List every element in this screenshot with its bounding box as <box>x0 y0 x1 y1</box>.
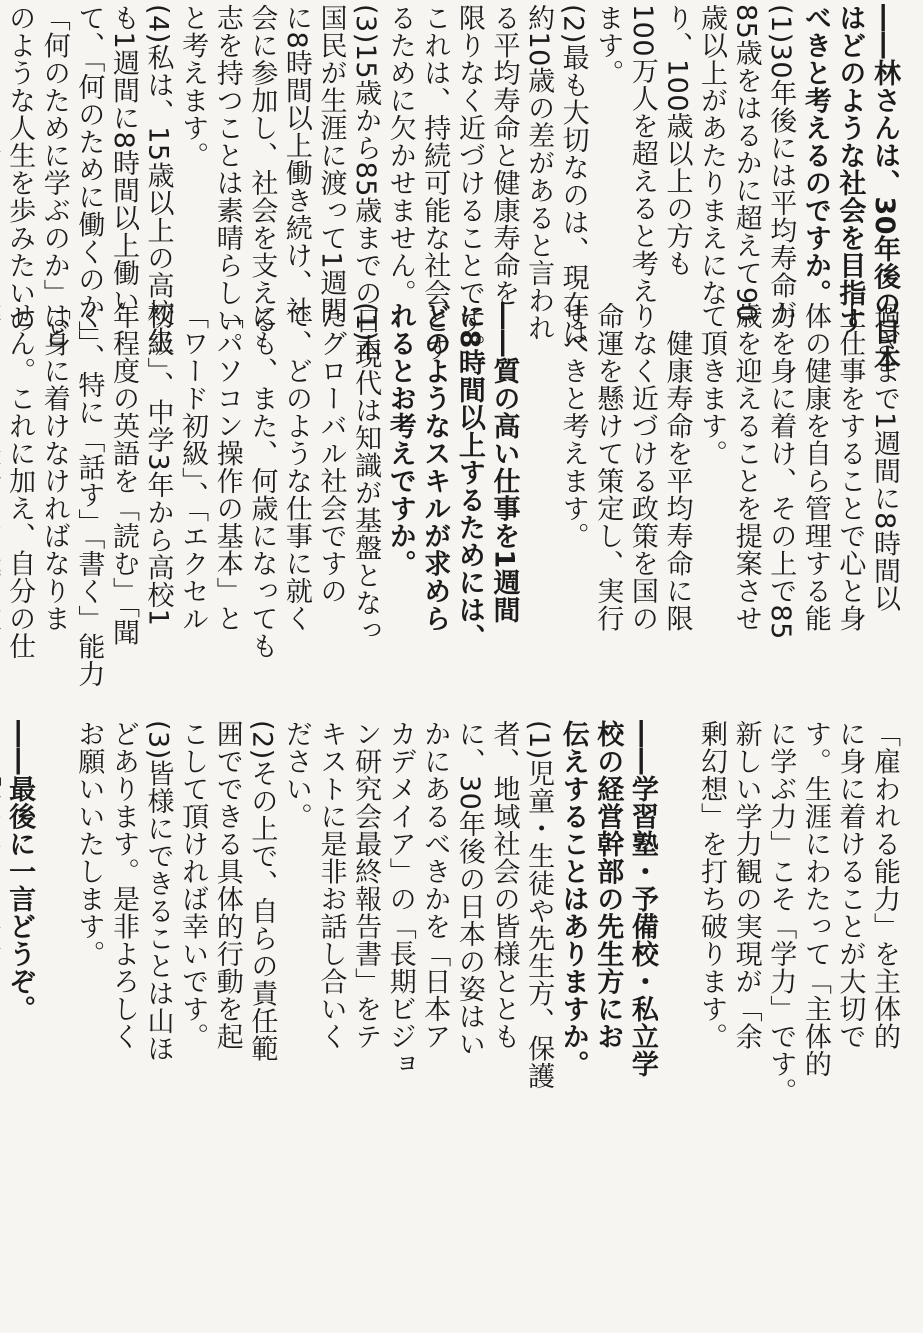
body-text-line: こして頂ければ幸いです。 <box>177 720 209 1050</box>
body-text-line: 過ぎまで1週間に8時間以 <box>869 302 900 613</box>
body-text-line: に8時間以上働き続け、社 <box>280 4 312 325</box>
body-text-line: 限りなく近づけることです。 <box>453 4 485 362</box>
body-text-line: ださい。 <box>280 720 312 830</box>
body-text-line: 上仕事をすることで心と身 <box>834 302 866 632</box>
body-text-line: ン研究会最終報告書」をテ <box>350 720 382 1050</box>
body-text-line: すべきと考えます。 <box>557 302 589 550</box>
body-text-line: 国民が生涯に渡って1週間 <box>315 4 347 325</box>
question-heading-line: れるとお考えですか。 <box>384 302 416 577</box>
body-text-line: 「雇われる能力」を主体的 <box>869 720 900 1050</box>
question-heading-line: ――最後に一言どうぞ。 <box>4 720 36 1023</box>
body-text-line: にも、また、何歳になっても <box>246 302 278 660</box>
body-text-line: (1)現代は知識が基盤となっ <box>350 302 382 645</box>
body-text-line: ます。 <box>592 4 624 87</box>
body-text-line: (2)最も大切なのは、現在は <box>557 4 589 347</box>
body-text-line <box>520 302 555 704</box>
body-text-line: 剰幻想」を打ち破ります。 <box>696 720 728 1050</box>
body-text-line: (4)私は、15歳以上の高校生 <box>142 4 174 355</box>
body-text-line: (3)皆様にできることは山ほ <box>142 720 174 1063</box>
body-text-line: も1週間に8時間以上働い <box>107 4 139 315</box>
question-heading-line: ――林さんは、30年後の日本 <box>869 4 900 373</box>
question-heading-line: ――質の高い仕事を1週間 <box>488 302 520 624</box>
body-text-line: に身に着けることが大切で <box>834 720 866 1050</box>
body-text-line: 「ワード初級」、「エクセル <box>177 302 209 633</box>
body-text-line: たグローバル社会ですの <box>315 302 347 605</box>
body-text-line: で、どのような仕事に就く <box>280 302 312 632</box>
question-heading-line: に8時間以上するためには、 <box>453 302 485 652</box>
body-text-line: に、30年後の日本の姿はい <box>453 720 485 1058</box>
question-heading-line: ――学習塾・予備校・私立学 <box>626 720 658 1078</box>
question-heading-line: 校の経営幹部の先生方にお <box>592 720 624 1050</box>
body-text-line: り、100歳以上の方も <box>661 4 693 278</box>
body-text-line: る平均寿命と健康寿命を <box>488 4 520 307</box>
body-text-line: 100万人を超えると考え <box>626 4 658 305</box>
body-text-line <box>0 4 2 286</box>
bottom-tier-text <box>0 720 901 1328</box>
body-text-line: かにあるべきかを「日本ア <box>419 720 451 1050</box>
body-text-line: (2)その上で、自らの責任範 <box>246 720 278 1063</box>
body-text-line: 体の健康を自ら管理する能 <box>799 302 831 632</box>
body-text-line: (1)児童・生徒や先生方、保護 <box>523 720 555 1090</box>
middle-tier-text <box>0 302 901 704</box>
body-text-line: これは、持続可能な社会とす <box>419 4 451 362</box>
body-text-line: りなく近づける政策を国の <box>626 302 658 632</box>
body-text-line: 者、地域社会の皆様ととも <box>488 720 520 1050</box>
body-text-line: (3)15歳から85歳までの日本 <box>350 4 382 362</box>
body-text-line: お願いいたします。 <box>73 720 105 968</box>
body-text-line <box>36 720 71 1328</box>
body-text-line: 命運を懸けて策定し、実行 <box>592 302 624 632</box>
body-text-line: 「何のために学ぶのか」「ど <box>38 4 70 348</box>
body-text-line: 「パソコン操作の基本」と <box>211 302 243 632</box>
question-heading-line: はどのような社会を目指す <box>834 4 866 334</box>
question-heading-line: どのようなスキルが求めら <box>419 302 451 632</box>
body-text-line: カデメイア」の「長期ビジョ <box>384 720 416 1078</box>
body-text-line: 歳を迎えることを提案させ <box>730 302 762 632</box>
body-text-line: どあります。是非よろしく <box>107 720 139 1050</box>
body-text-line: に学ぶ力」こそ「学力」です。 <box>765 720 797 1105</box>
body-text-line: て頂きます。 <box>696 302 728 467</box>
body-text-line: く」、特に「話す」「書く」能力 <box>73 302 105 688</box>
top-tier <box>0 4 923 373</box>
body-text-line: 囲でできる具体的行動を起 <box>211 720 243 1050</box>
body-text-line: 約10歳の差があると言われ <box>523 4 555 342</box>
body-text-line: (1)30年後には平均寿命が <box>765 4 797 327</box>
body-text-line <box>659 720 694 1328</box>
body-text-line: 健康寿命を平均寿命に限 <box>661 302 693 632</box>
body-text-line: す。生涯にわたって「主体的 <box>799 720 831 1078</box>
body-text-line: 志を持つことは素晴らしい <box>211 4 243 334</box>
body-text-line: と考えます。 <box>177 4 209 169</box>
body-text-line: 会に参加し、社会を支える <box>246 4 278 334</box>
top-tier-text <box>0 4 901 373</box>
body-text-line: 年程度の英語を「読む」「聞 <box>107 302 139 646</box>
body-text-line: るために欠かせません。 <box>384 4 416 307</box>
body-text-line: は身に着けなければなりま <box>38 302 70 632</box>
body-text-line: キストに是非お話し合いく <box>315 720 347 1050</box>
body-text-line: 力を身に着け、その上で85 <box>765 302 797 640</box>
body-text-line: 85歳をはるかに超えて90 <box>730 4 762 323</box>
body-text-line: 歳以上があたりまえにな <box>696 4 728 307</box>
body-text-line: て、「何のために働くのか」 <box>73 4 105 348</box>
question-heading-line: 伝えすることはありますか。 <box>557 720 589 1078</box>
body-text-line <box>0 720 2 1328</box>
body-text-line: 新しい学力観の実現が「余 <box>730 720 762 1050</box>
body-text-line: 初級」、中学3年から高校1 <box>142 302 174 627</box>
body-text-line: のような人生を歩みたいの <box>4 4 36 334</box>
bottom-tier <box>0 720 923 1328</box>
body-text-line: せん。これに加え、自分の仕 <box>4 302 36 660</box>
middle-tier <box>0 302 923 704</box>
question-heading-line: べきと考えるのですか。 <box>799 4 831 307</box>
